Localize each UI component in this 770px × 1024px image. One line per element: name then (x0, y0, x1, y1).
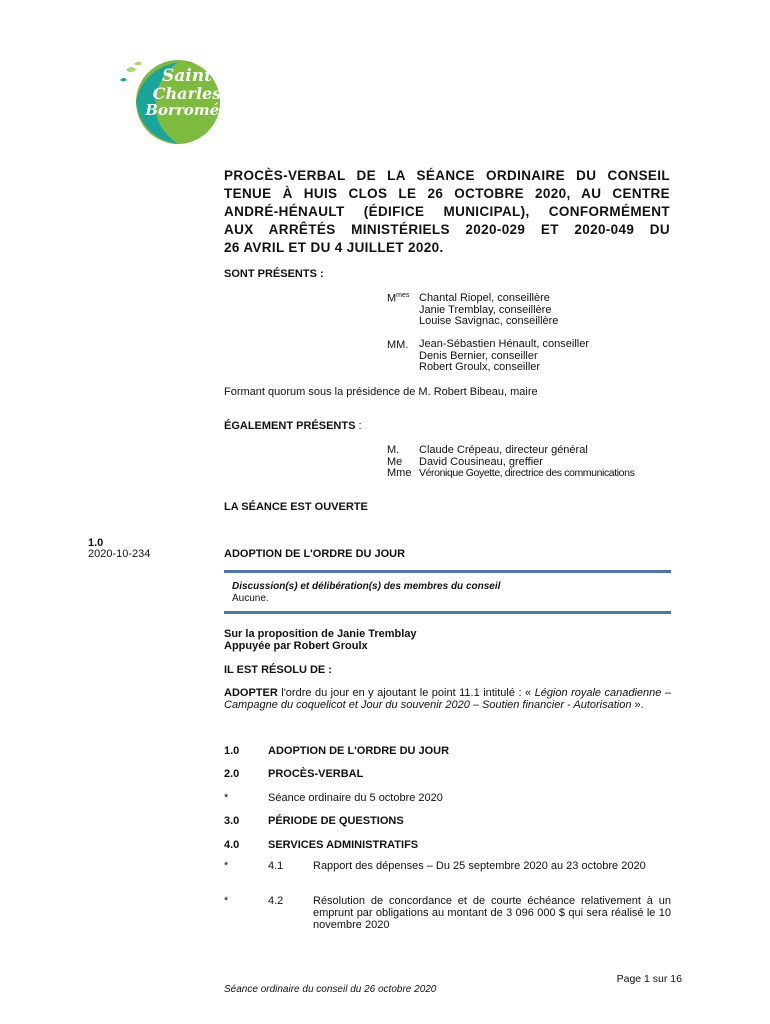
resolution-number: 1.0 (88, 537, 104, 549)
presents-heading: SONT PRÉSENTS : (224, 268, 324, 280)
agenda-item: SERVICES ADMINISTRATIFS (268, 839, 419, 851)
butterfly-icon (120, 78, 127, 82)
title-line: PROCÈS-VERBAL DE LA SÉANCE ORDINAIRE DU CONSEIL (224, 168, 670, 183)
divider-bottom (224, 611, 671, 614)
adopt-paragraph: ADOPTER l'ordre du jour en y ajoutant le point 11.1 intitulé : « Légion royale canadienne – Campagne du coquelicot et Jour du souvenir 2020 – Soutien financier - Autorisation ». (224, 687, 671, 711)
resolution-title: ADOPTION DE L'ORDRE DU JOUR (224, 548, 406, 560)
agenda-bullet: * (224, 860, 229, 872)
also-present-prefixes: M. Me Mme (387, 444, 412, 479)
agenda-num: 1.0 (224, 745, 240, 757)
presents-group2-prefix: MM. (387, 339, 409, 351)
agenda-item: PROCÈS-VERBAL (268, 768, 364, 780)
title-line: ANDRÉ-HÉNAULT (ÉDIFICE MUNICIPAL), CONFORMÉMENT (224, 204, 670, 219)
session-opening: LA SÉANCE EST OUVERTE (224, 501, 368, 513)
logo-text-line1: Saint (162, 66, 212, 86)
member-name: Denis Bernier, conseiller (419, 349, 538, 362)
staff-name: Véronique Goyette, directrice des communications (419, 467, 635, 479)
divider-top (224, 570, 671, 573)
proposal-block (224, 629, 417, 652)
agenda-subnum: 4.2 (268, 895, 284, 907)
butterfly-icon (134, 62, 142, 66)
resolution-code: 2020-10-234 (88, 548, 151, 560)
seconded-by: Appuyée par Robert Groulx (224, 639, 368, 652)
logo-text-line2: Charles (152, 84, 222, 103)
member-name: Jean-Sébastien Hénault, conseiller (419, 338, 589, 350)
agenda-num: 3.0 (224, 815, 240, 827)
discussion-text: Aucune. (232, 593, 269, 604)
agenda-bullet: * (224, 792, 229, 804)
agenda-num: 2.0 (224, 768, 240, 780)
presents-group2-list (419, 339, 589, 374)
member-name: Janie Tremblay, conseillère (419, 303, 552, 316)
agenda-subitem: Séance ordinaire du 5 octobre 2020 (268, 792, 443, 804)
agenda-subnum: 4.1 (268, 860, 284, 872)
agenda-subitem: Rapport des dépenses – Du 25 septembre 2020 au 23 octobre 2020 (313, 860, 646, 872)
agenda-subitem: Résolution de concordance et de courte échéance relativement à un emprunt par obligations au montant de 3 096 000 $ qui sera réalisé le 10 novembre 2020 (313, 895, 671, 931)
logo-text-line3: Borromée (145, 101, 229, 119)
presents-group1-list (419, 293, 558, 328)
quorum-text: Formant quorum sous la présidence de M. Robert Bibeau, maire (224, 386, 538, 398)
municipal-logo (112, 52, 232, 148)
agenda-item: PÉRIODE DE QUESTIONS (268, 815, 404, 827)
agenda-num: 4.0 (224, 839, 240, 851)
presents-group1-prefix: $M^{mes}$ (387, 292, 410, 305)
also-present-heading: ÉGALEMENT PRÉSENTS : (224, 420, 362, 432)
resolved-heading: IL EST RÉSOLU DE : (224, 664, 332, 676)
member-name: Robert Groulx, conseiller (419, 361, 541, 373)
staff-name: Claude Crépeau, directeur général (419, 444, 588, 456)
footer-session: Séance ordinaire du conseil du 26 octobre 2020 (224, 984, 437, 995)
agenda-bullet: * (224, 895, 229, 907)
discussion-heading: Discussion(s) et délibération(s) des membres du conseil (232, 581, 501, 592)
document-title (224, 167, 670, 257)
page-number: Page 1 sur 16 (616, 973, 682, 985)
butterfly-icon (126, 67, 136, 72)
title-line: TENUE À HUIS CLOS LE 26 OCTOBRE 2020, AU CENTRE (224, 186, 670, 201)
member-name: Louise Savignac, conseillère (419, 315, 559, 327)
staff-name: David Cousineau, greffier (419, 455, 543, 468)
agenda-item: ADOPTION DE L'ORDRE DU JOUR (268, 745, 450, 757)
title-line: 26 AVRIL ET DU 4 JUILLET 2020. (224, 240, 444, 255)
proposed-by: Sur la proposition de Janie Tremblay (224, 628, 417, 640)
also-present-names (419, 445, 634, 480)
member-name: Chantal Riopel, conseillère (419, 292, 550, 304)
title-line: AUX ARRÊTÉS MINISTÉRIELS 2020-029 ET 2020-049 DU (224, 222, 670, 237)
